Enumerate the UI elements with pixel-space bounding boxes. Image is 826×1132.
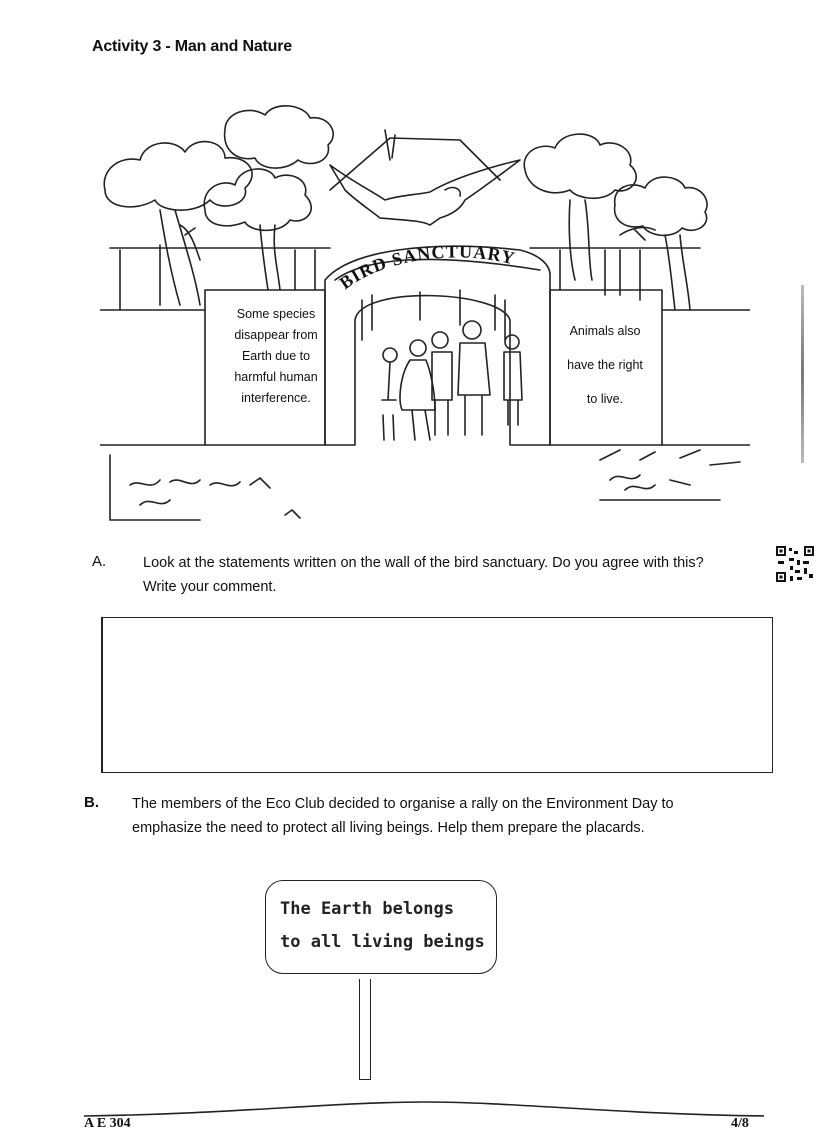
bird-sanctuary-illustration <box>100 100 750 540</box>
gate-sign-text: BIRD SANCTUARY <box>335 241 518 294</box>
activity-title: Activity 3 - Man and Nature <box>92 38 292 55</box>
footer-divider <box>84 1100 764 1120</box>
right-wall-statement <box>560 314 650 416</box>
right-wall-line: have the right <box>567 358 643 372</box>
left-wall-line: harmful human <box>234 370 318 384</box>
left-wall-line: Earth due to <box>241 349 311 363</box>
placard-line: The Earth belongs <box>280 899 454 919</box>
right-wall-line: to live. <box>586 392 624 406</box>
left-wall-line: interference. <box>241 391 311 405</box>
left-wall-statement <box>218 304 334 409</box>
gate-sign <box>335 240 555 300</box>
question-a-text: Look at the statements written on the wall of the bird sanctuary. Do you agree with this? Write your comment. <box>143 555 704 595</box>
left-wall-line: disappear from <box>234 328 318 342</box>
svg-text:BIRD SANCTUARY <box>336 241 518 293</box>
left-wall-line: Some species <box>236 307 316 321</box>
page-number: 4/8 <box>731 1116 749 1131</box>
placard-text <box>280 893 490 959</box>
question-b-letter: B. <box>84 794 99 811</box>
answer-box[interactable] <box>101 617 773 773</box>
placard-pole <box>359 979 371 1080</box>
scan-artifact <box>801 285 804 463</box>
question-a-letter: A. <box>92 553 107 570</box>
question-b-text: The members of the Eco Club decided to organise a rally on the Environment Day to emphasize the need to protect all living beings. Help them prepare the placards. <box>132 796 674 836</box>
qr-code-icon <box>776 546 814 582</box>
right-wall-line: Animals also <box>569 324 641 338</box>
footer-code: A E 304 <box>84 1116 131 1131</box>
placard-line: to all living beings <box>280 932 485 952</box>
